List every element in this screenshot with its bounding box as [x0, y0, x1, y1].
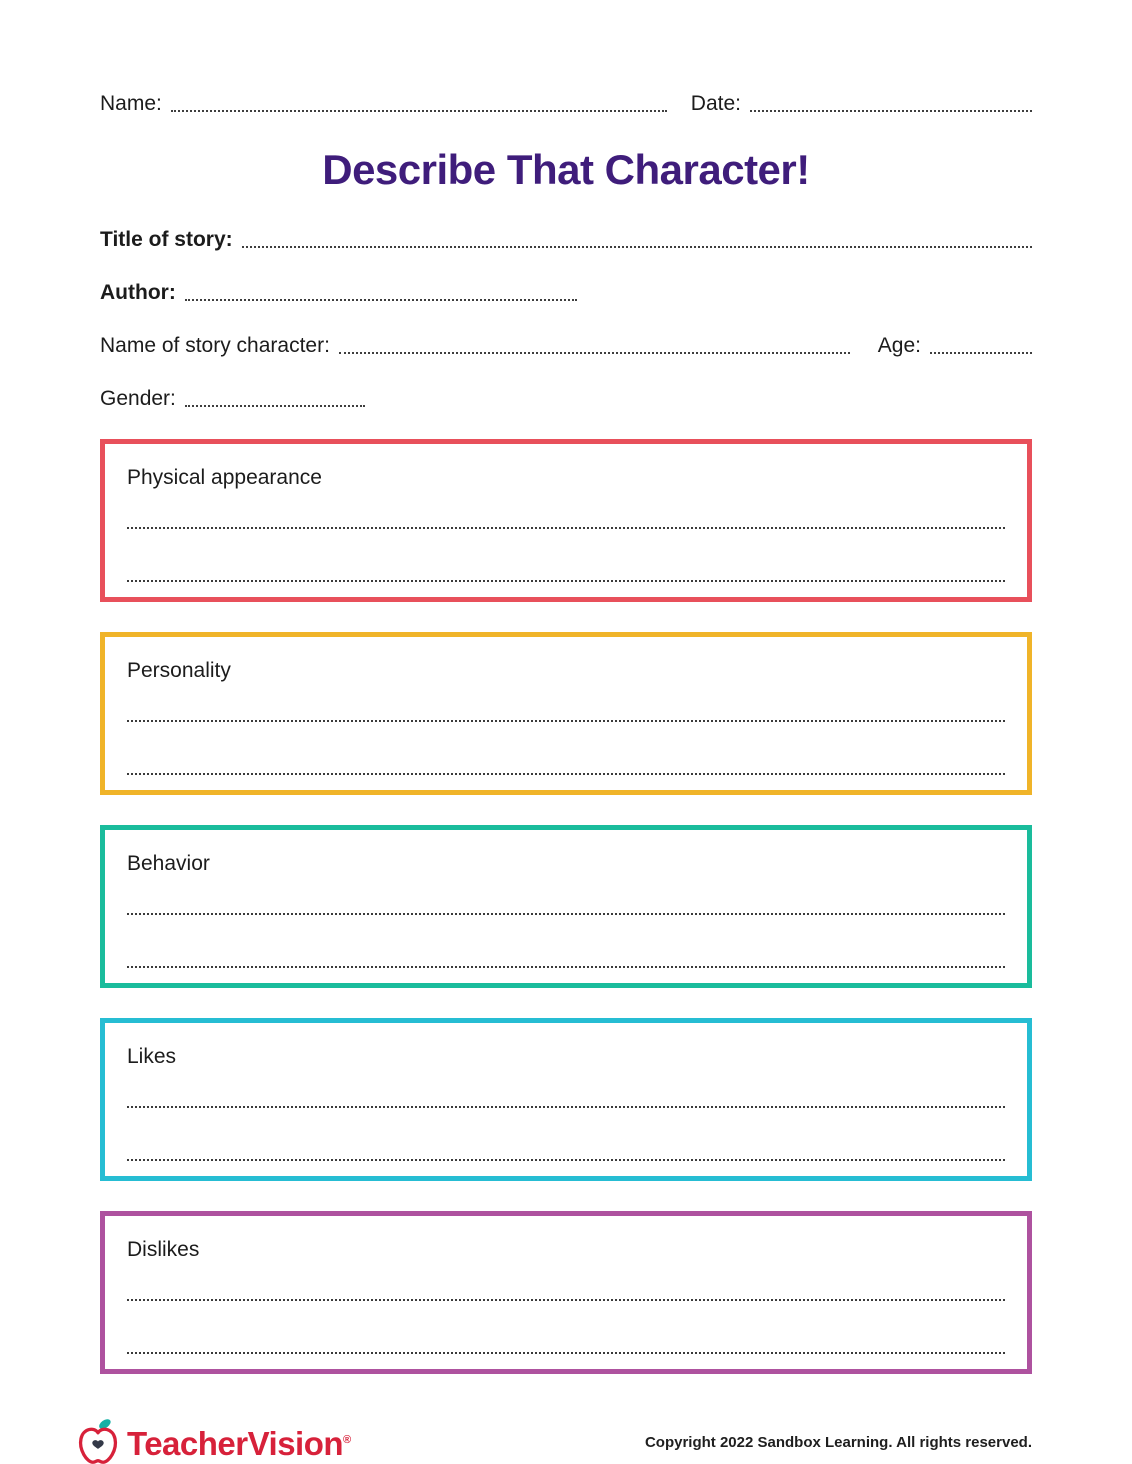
- registered-mark: ®: [343, 1434, 351, 1446]
- writing-line: [127, 1299, 1005, 1301]
- teachervision-logo: [75, 1416, 351, 1464]
- copyright-text: Copyright 2022 Sandbox Learning. All rights reserved.: [644, 1433, 1032, 1451]
- character-name-row: [100, 330, 1032, 360]
- date-writing-line: [750, 110, 1032, 112]
- story-info-fields: [100, 224, 1032, 413]
- apple-icon: [75, 1417, 121, 1464]
- gender-label: Gender:: [100, 387, 176, 410]
- section-label: Physical appearance: [127, 466, 322, 489]
- section-likes: [100, 1018, 1032, 1181]
- section-label: Behavior: [127, 852, 210, 875]
- name-date-row: [100, 88, 1032, 118]
- age-group: [878, 332, 1032, 360]
- name-writing-line: [171, 110, 667, 112]
- section-dislikes: [100, 1211, 1032, 1374]
- date-label: Date:: [690, 92, 741, 115]
- section-label: Personality: [127, 659, 231, 682]
- writing-line: [127, 580, 1005, 582]
- gender-row: [100, 383, 1032, 413]
- footer: [75, 1416, 1032, 1464]
- section-physical-appearance: [100, 439, 1032, 602]
- character-name-writing-line: [339, 352, 850, 354]
- section-label: Likes: [127, 1045, 177, 1068]
- title-of-story-writing-line: [242, 246, 1032, 248]
- title-of-story-label: Title of story:: [100, 228, 233, 251]
- writing-line: [127, 966, 1005, 968]
- date-group: [691, 90, 1032, 118]
- title-of-story-row: [100, 224, 1032, 254]
- page-title: Describe That Character!: [322, 146, 810, 193]
- writing-line: [127, 720, 1005, 722]
- gender-writing-line: [185, 405, 365, 407]
- age-writing-line: [930, 352, 1032, 354]
- writing-line: [127, 1106, 1005, 1108]
- author-writing-line: [185, 299, 577, 301]
- writing-line: [127, 1159, 1005, 1161]
- writing-line: [127, 1352, 1005, 1354]
- logo-wordmark: TeacherVision®: [127, 1425, 351, 1462]
- section-label: Dislikes: [127, 1238, 200, 1261]
- author-label: Author:: [100, 281, 176, 304]
- name-label: Name:: [100, 92, 162, 115]
- age-label: Age:: [877, 334, 921, 357]
- writing-line: [127, 773, 1005, 775]
- section-personality: [100, 632, 1032, 795]
- writing-line: [127, 527, 1005, 529]
- character-name-label: Name of story character:: [100, 334, 330, 357]
- author-row: [100, 277, 1032, 307]
- writing-line: [127, 913, 1005, 915]
- section-behavior: [100, 825, 1032, 988]
